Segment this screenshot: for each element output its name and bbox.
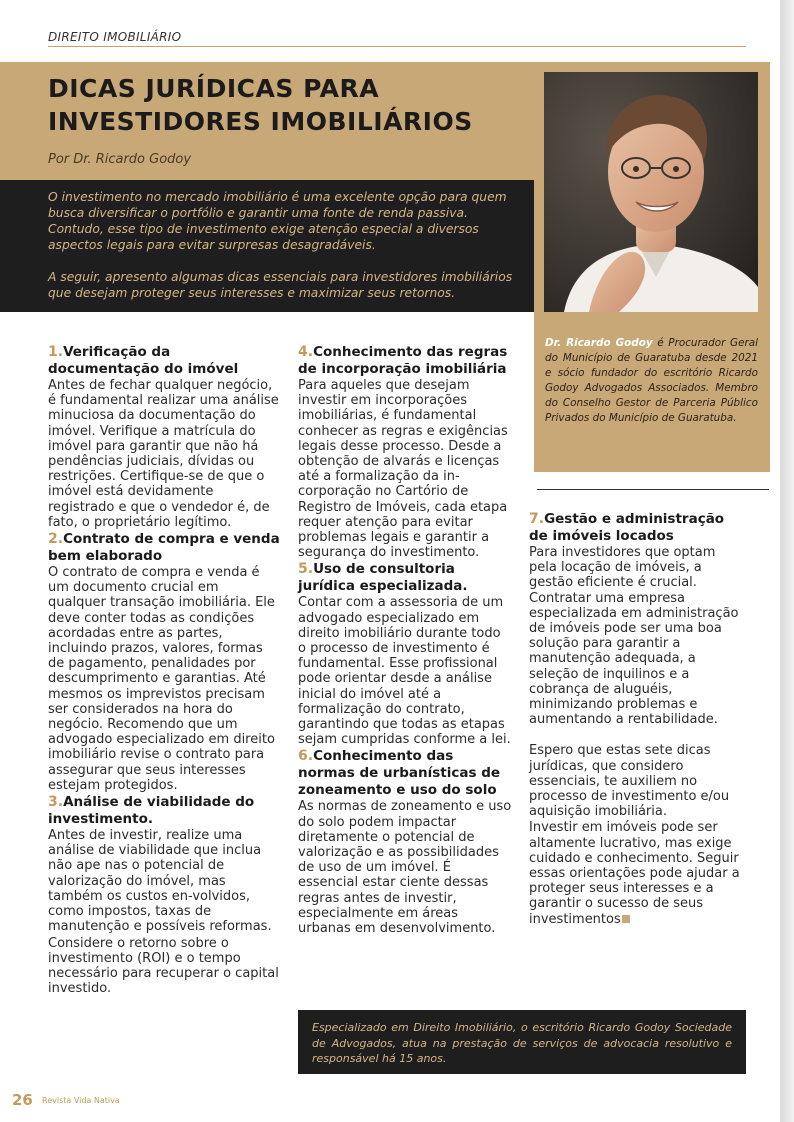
tip-title-7: Gestão e administração de imóveis locados	[529, 511, 725, 544]
article-column-1	[48, 344, 280, 997]
article-column-2	[298, 344, 512, 937]
author-bio-text: é Procurador Geral do Município de Guaratuba desde 2021 e sócio fundador do escritório Ricardo Godoy Advogados Associados. Membro do Conselho Gestor de Parceria Público Privados do Município de Guaratuba.	[545, 337, 758, 424]
article-column-3	[529, 511, 745, 928]
closing-paragraph-2-text: Investir em imóveis pode ser altamente lucrativo, mas exige cuidado e conhecimento. Seguir essas orientações pode ajudar a proteger seus interesses e a garantir o sucesso de seus investimentos	[529, 820, 740, 927]
tip-number-1: 1.	[48, 344, 64, 360]
tip-heading-5	[298, 561, 512, 595]
tip-body-3b: Considere o retorno sobre o investimento (ROI) e o tempo necessário para recuperar o capital investido.	[48, 935, 279, 997]
tip-body-6: As normas de zoneamento e uso do solo podem impactar diretamente o potencial de valorização e as possibilidades de uso de um imóvel. É essencial estar ciente dessas regras antes de investir, especialmente em áreas urbanas em desenvolvimento.	[298, 799, 512, 937]
tip-number-7: 7.	[529, 511, 545, 527]
tip-heading-2	[48, 531, 280, 565]
tip-title-5: Uso de consultoria jurídica especializada.	[298, 561, 468, 595]
tip-title-2: Contrato de compra e venda bem elaborado	[48, 531, 280, 565]
tip-body-5: Contar com a assessoria de um advogado especializado em direito imobiliário durante todo o processo de investimento é fundamental. Esse profissional pode orientar desde a análise inicial do imóvel até a formalização do contrato, garantindo que todas as etapas sejam cumpridas conforme a lei.	[298, 595, 511, 748]
author-photo	[544, 72, 758, 312]
column-divider	[537, 489, 769, 490]
tip-title-4: Conhecimento das regras de incorporação imobiliária	[298, 344, 508, 377]
author-bio-name: Dr. Ricardo Godoy	[545, 337, 653, 349]
article-title-line-1: DICAS JURÍDICAS PARA	[48, 74, 380, 103]
closing-paragraph-1: Espero que estas sete dicas jurídicas, que considero essenciais, te auxiliem no processo de investimento e/ou aquisição imobiliária.	[529, 743, 730, 820]
tip-number-3: 3.	[48, 794, 64, 811]
section-divider	[48, 46, 746, 47]
tip-title-1: Verificação da documentação do imóvel	[48, 344, 239, 377]
tip-body-3: Antes de investir, realize uma análise de viabilidade que inclua não ape nas o potencial de valorização do imóvel, mas também os custos en-volvidos, como impostos, taxas de manutenção e possíveis reformas.	[48, 828, 272, 935]
page-number: 26	[12, 1091, 33, 1109]
author-portrait-illustration	[544, 72, 758, 312]
page-gutter-shadow	[780, 0, 794, 1122]
tip-title-6: Conhecimento das normas de urbanísticas de zoneamento e uso do solo	[298, 748, 501, 799]
article-title-line-2: INVESTIDORES IMOBILIÁRIOS	[48, 107, 473, 136]
tip-title-3: Análise de viabilidade do investimento.	[48, 794, 255, 828]
tip-number-2: 2.	[48, 531, 64, 548]
intro-paragraph-1: O investimento no mercado imobiliário é uma excelente opção para quem busca diversificar o portfólio e garantir uma fonte de renda passiva. Contudo, esse tipo de investimento exige atenção especial a diversos aspectos legais para evitar surpresas desagradáveis.	[48, 190, 507, 252]
article-title	[48, 72, 518, 138]
article-intro	[48, 189, 520, 301]
tip-number-5: 5.	[298, 561, 314, 578]
tip-body-7: Para investidores que optam pela locação de imóveis, a gestão eficiente é crucial. Contratar uma empresa especializada em administração de imóveis pode ser uma boa solução para garantir a manutenção adequada, a seleção de inquilinos e a cobrança de aluguéis, minimizando problemas e aumentando a rentabilidade.	[529, 545, 739, 728]
end-of-article-mark	[622, 915, 630, 923]
closing-paragraph-2	[529, 820, 745, 926]
intro-paragraph-2: A seguir, apresento algumas dicas essenciais para investidores imobiliários que desejam proteger seus interesses e maximizar seus retornos.	[48, 270, 513, 300]
tip-body-2: O contrato de compra e venda é um documento crucial em qualquer transação imobiliária. Ele deve conter todas as condições acordadas entre as partes, incluindo prazos, valores, formas de pagamento, penalidades por descumprimento e garantias. Até mesmos os imprevistos precisam ser considerados na hora do negócio. Recomendo que um advogado especializado em direito imobiliário revise o contrato para assegurar que seus interesses estejam protegidos.	[48, 565, 275, 793]
tip-heading-6	[298, 748, 512, 799]
firm-note-text: Especializado em Direito Imobiliário, o escritório Ricardo Godoy Sociedade de Advogados, atua na prestação de serviços de advocacia resolutivo e responsável há 15 anos.	[312, 1021, 732, 1065]
tip-heading-1	[48, 344, 280, 378]
tip-number-6: 6.	[298, 748, 314, 765]
author-bio	[545, 336, 758, 426]
article-byline: Por Dr. Ricardo Godoy	[48, 152, 192, 167]
tip-body-1: Antes de fechar qualquer negócio, é fundamental realizar uma análise minuciosa da documentação do imóvel. Verifique a matrícula do imóvel para garantir que não há pendências judiciais, dívidas ou restrições. Certifique-se de que o imóvel está devidamente registrado e que o vendedor é, de fato, o proprietário legítimo.	[48, 378, 279, 530]
tip-body-4: Para aqueles que desejam investir em incorporações imobiliárias, é fundamental conhecer as regras e exigências legais desse processo. Desde a obtenção de alvarás e licenças até a formalização da in-corporação no Cartório de Registro de Imóveis, cada etapa requer atenção para evitar problemas legais e garantir a segurança do investimento.	[298, 378, 508, 561]
tip-heading-4	[298, 344, 512, 378]
tip-number-4: 4.	[298, 344, 314, 360]
paragraph-spacer	[529, 728, 745, 743]
tip-heading-7	[529, 511, 745, 545]
magazine-name: Revista Vida Nativa	[42, 1096, 120, 1105]
tip-heading-3	[48, 794, 280, 828]
section-label: DIREITO IMOBILIÁRIO	[48, 30, 182, 44]
